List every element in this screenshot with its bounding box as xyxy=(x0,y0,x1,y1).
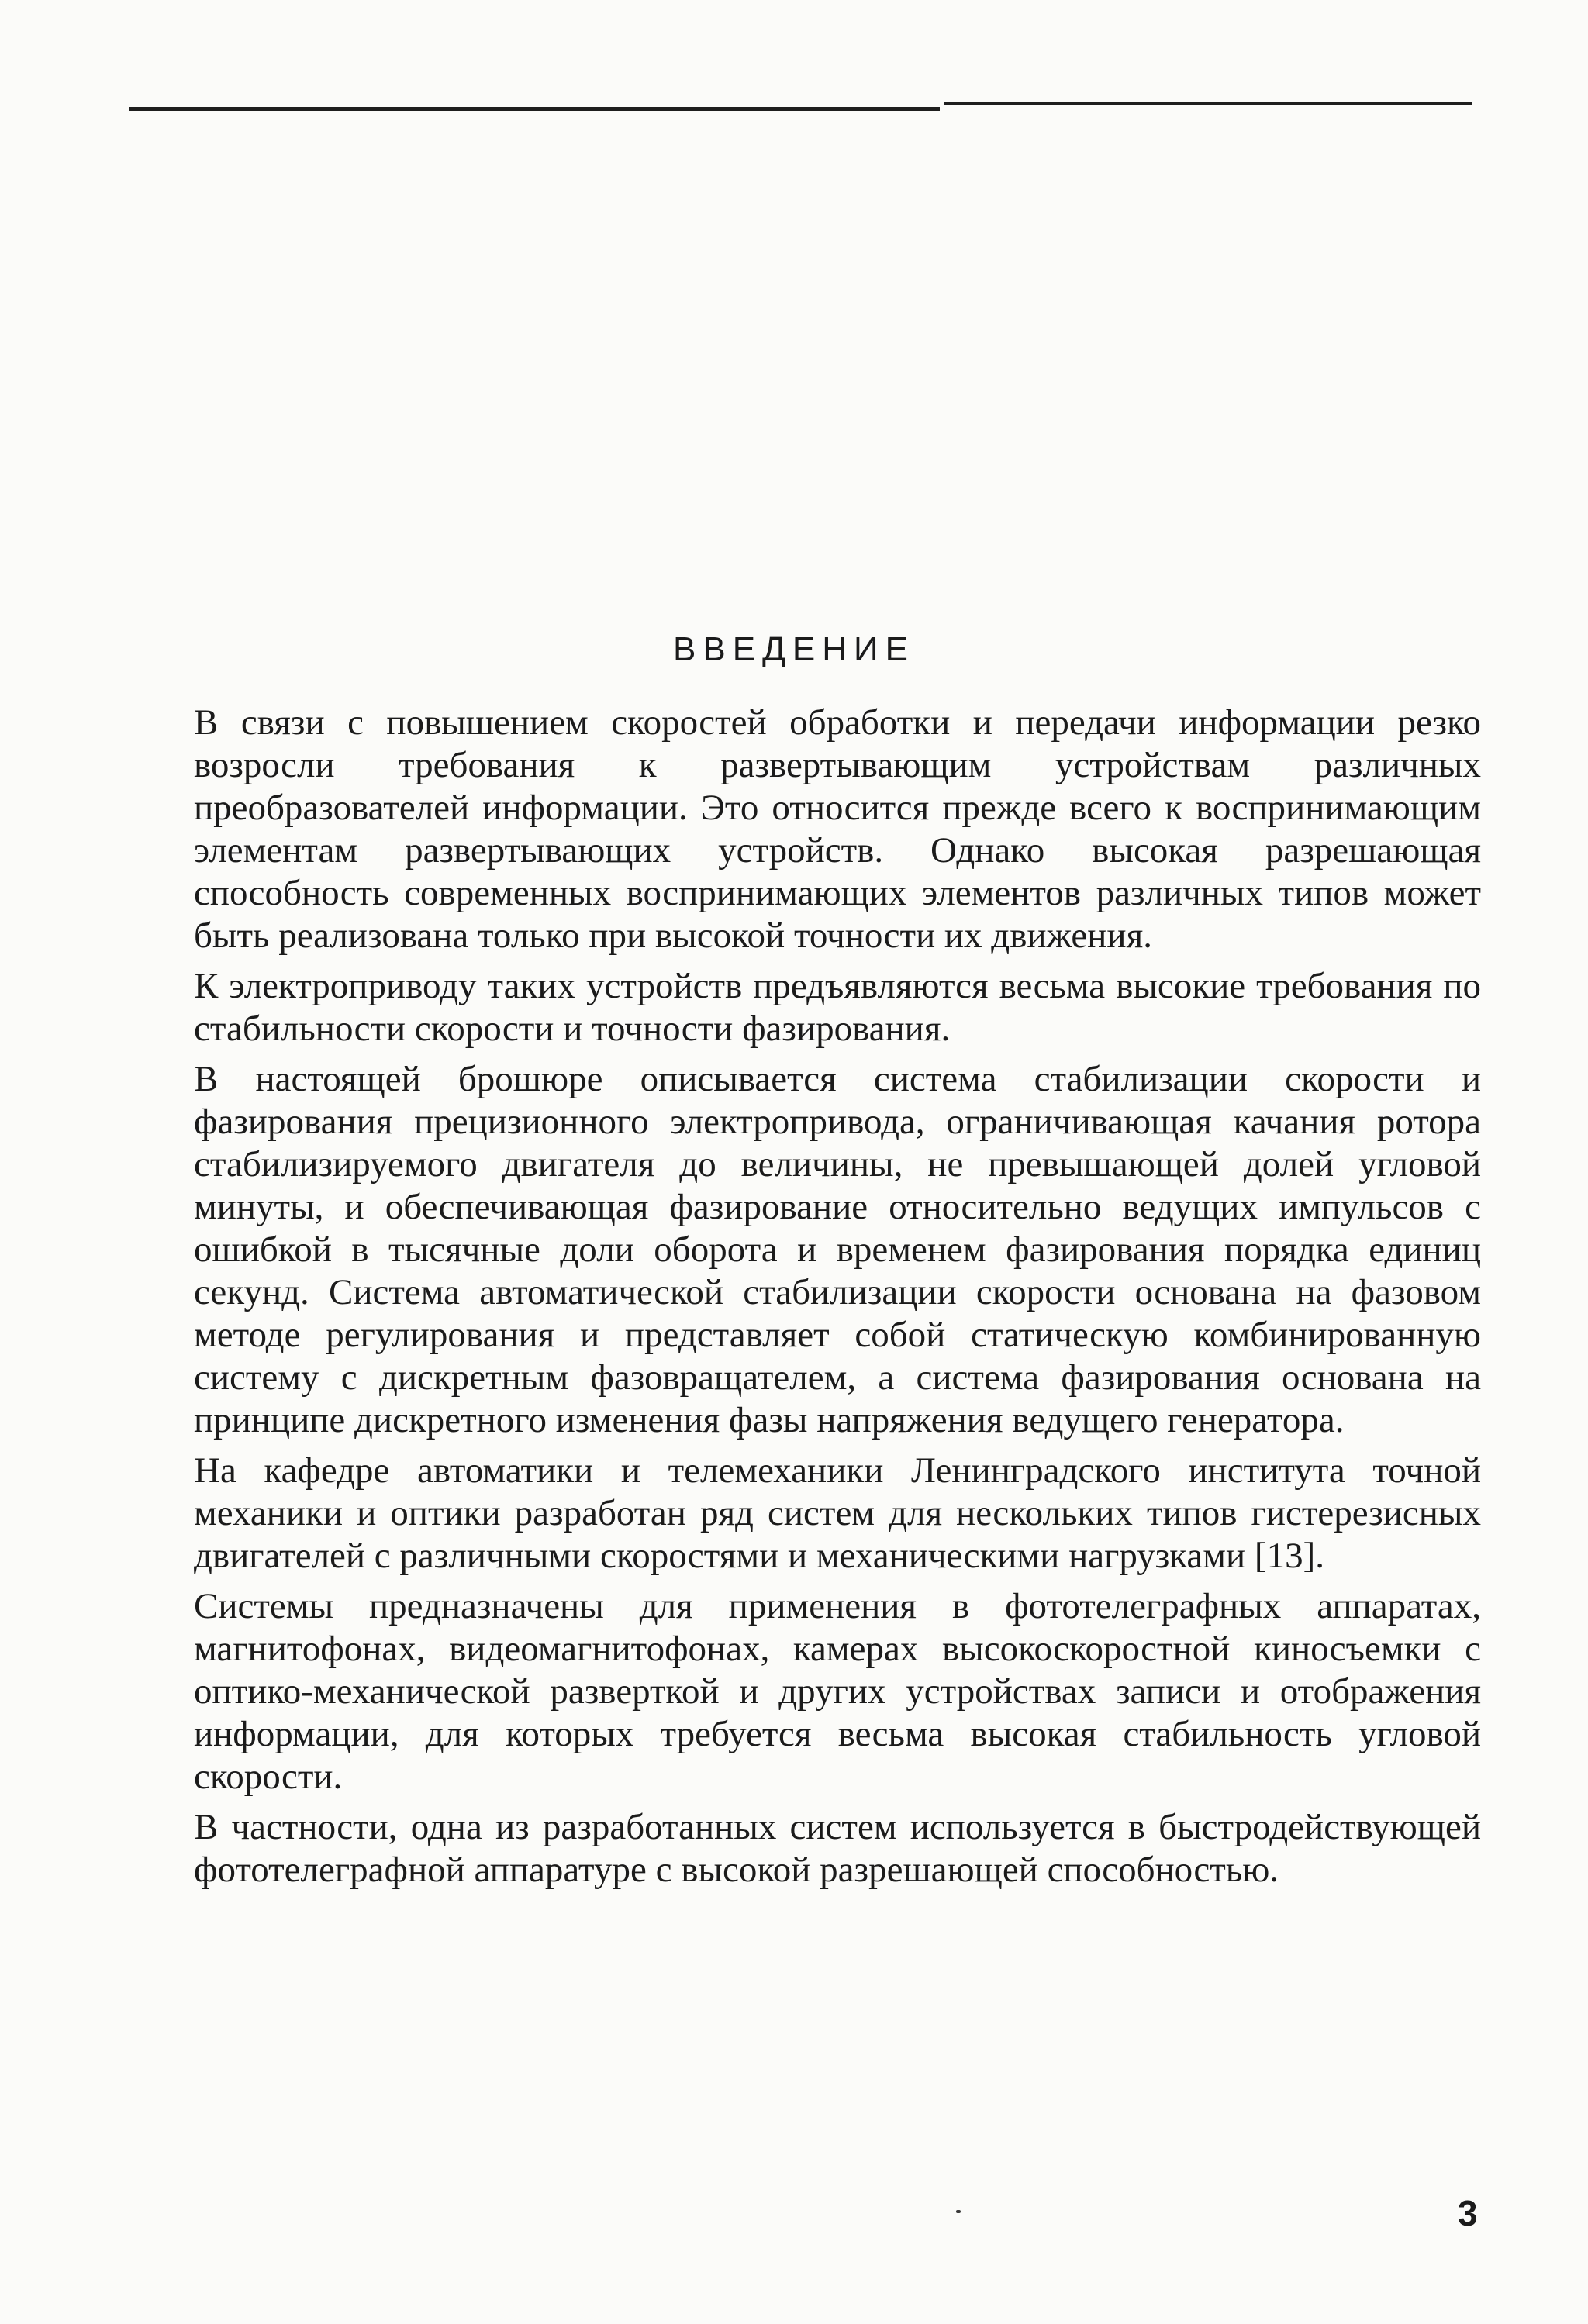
paragraph-4: На кафедре автоматики и телемеханики Ленинградского института точной механики и оптики разработан ряд систем для нескольких типов гистерезисных двигателей с различными скоростями и механическими нагрузками [13]. xyxy=(194,1450,1481,1576)
paragraph-5: Системы предназначены для применения в фототелеграфных аппаратах, магнитофонах, видеомагнитофонах, камерах высокоскоростной киносъемки с оптико-механической разверткой и других устройствах записи и отображения информации, для которых требуется весьма высокая стабильность угловой скорости. xyxy=(194,1586,1481,1797)
top-rule-left xyxy=(129,107,940,111)
paragraph-3: В настоящей брошюре описывается система стабилизации скорости и фазирования прецизионного электропривода, ограничивающая качания ротора стабилизируемого двигателя до величины, не превышающей долей угловой минуты, и обеспечивающая фазирование относительно ведущих импульсов с ошибкой в тысячные доли оборота и временем фазирования порядка единиц секунд. Система автоматической стабилизации скорости основана на фазовом методе регулирования и представляет собой статическую комбинированную систему с дискретным фазовращателем, а система фазирования основана на принципе дискретного изменения фазы напряжения ведущего генератора. xyxy=(194,1059,1481,1440)
paragraph-2: К электроприводу таких устройств предъявляются весьма высокие требования по стабильности скорости и точности фазирования. xyxy=(194,966,1481,1049)
section-heading: ВВЕДЕНИЕ xyxy=(673,630,915,668)
print-speck xyxy=(956,2210,961,2213)
page-number: 3 xyxy=(1458,2193,1478,2233)
paragraph-6: В частности, одна из разработанных систем используется в быстродействующей фототелеграфной аппаратуре с высокой разрешающей способностью. xyxy=(194,1807,1481,1890)
top-rule-right xyxy=(944,102,1472,105)
body-text xyxy=(194,702,1481,1899)
paragraph-1: В связи с повышением скоростей обработки и передачи информации резко возросли требования к развертывающим устройствам различных преобразователей информации. Это относится прежде всего к воспринимающим элементам развертывающих устройств. Однако высокая разрешающая способность современных воспринимающих элементов различных типов может быть реализована только при высокой точности их движения. xyxy=(194,702,1481,956)
